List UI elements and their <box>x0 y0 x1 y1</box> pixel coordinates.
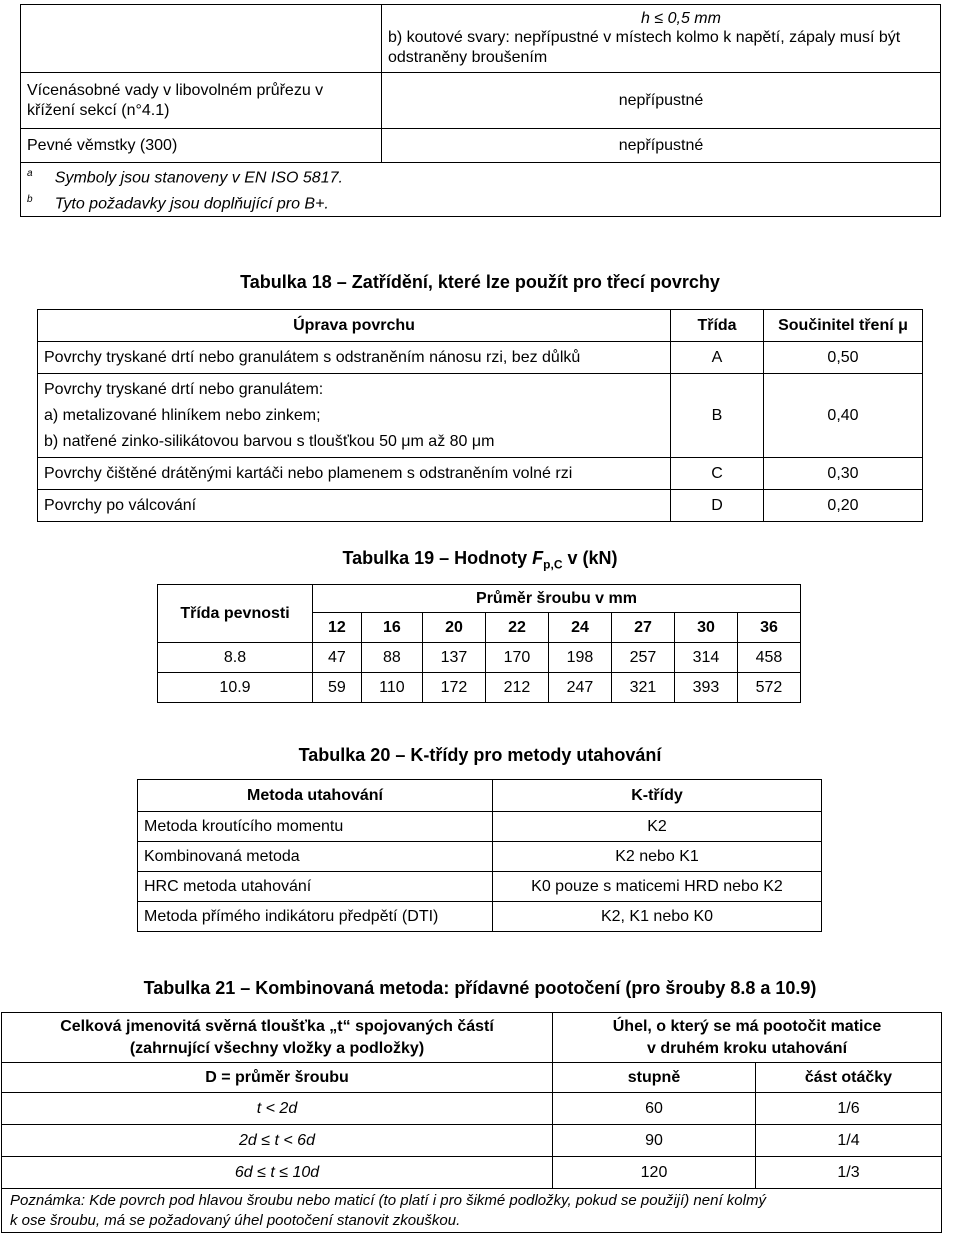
t18-row2-class: B <box>671 374 764 458</box>
t21-row: 6d ≤ t ≤ 10d 120 1/3 <box>2 1157 942 1189</box>
table-21 <box>1 1012 942 1233</box>
t19-row-8-8: 8.8 47 88 137 170 198 257 314 458 <box>158 643 801 673</box>
t20-row: Metoda kroutícího momentu K2 <box>138 812 822 842</box>
t21-note: Poznámka: Kde povrch pod hlavou šroubu nebo maticí (to platí i pro šikmé podložky, pokud se použijí) není kolmý k ose šroubu, má se požadovaný úhel pootočení stanovit zkouškou. <box>2 1189 942 1233</box>
top-row1-line2: b) koutové svary: nepřípustné v místech kolmo k napětí, zápaly musí být odstraněny broušením <box>388 28 901 66</box>
top-row2-left: Vícenásobné vady v libovolném průřezu v křížení sekcí (n°4.1) <box>21 73 382 129</box>
t21-row: 2d ≤ t < 6d 90 1/4 <box>2 1125 942 1157</box>
top-footnotes <box>21 163 941 217</box>
top-row1-line1: h ≤ 0,5 mm <box>641 9 721 27</box>
t20-row: Metoda přímého indikátoru předpětí (DTI) K2, K1 nebo K0 <box>138 902 822 932</box>
t20-row: HRC metoda utahování K0 pouze s maticemi HRD nebo K2 <box>138 872 822 902</box>
t18-row1-surface: Povrchy tryskané drtí nebo granulátem s odstraněním nánosu rzi, bez důlků <box>38 342 671 374</box>
top-row3-left: Pevné věmstky (300) <box>21 129 382 163</box>
t19-row-10-9: 10.9 59 110 172 212 247 321 393 572 <box>158 673 801 703</box>
t18-row3-class: C <box>671 458 764 490</box>
table-19 <box>157 584 801 703</box>
top-row1-right <box>382 5 941 73</box>
t18-row2-surface: Povrchy tryskané drtí nebo granulátem: a) metalizované hliníkem nebo zinkem; b) natřené zinko-silikátovou barvou s tloušťkou 50 μm až 80 μm <box>38 374 671 458</box>
t19-header-class: Třída pevnosti <box>158 585 313 643</box>
t18-row3-surface: Povrchy čištěné drátěnými kartáči nebo plamenem s odstraněním volné rzi <box>38 458 671 490</box>
table20-caption: Tabulka 20 – K-třídy pro metody utahování <box>298 745 662 765</box>
t21-header-thickness: Celková jmenovitá svěrná tloušťka „t“ spojovaných částí (zahrnující všechny vložky a podložky) <box>2 1013 553 1063</box>
t19-diameters-row: 12 16 20 22 24 27 30 36 <box>158 613 801 643</box>
top-row1-left <box>21 5 382 73</box>
t18-row4-class: D <box>671 490 764 522</box>
t18-row4-mu: 0,20 <box>764 490 923 522</box>
top-row2-right: nepřípustné <box>382 73 941 129</box>
footnote-b: $^b$ Tyto požadavky jsou doplňující pro B+. <box>27 194 329 213</box>
table19-caption: Tabulka 19 – Hodnoty $F_{p,C}$ v (kN) <box>342 548 618 572</box>
t20-row: Kombinovaná metoda K2 nebo K1 <box>138 842 822 872</box>
table18-caption: Tabulka 18 – Zatřídění, které lze použít pro třecí povrchy <box>240 272 720 292</box>
t20-header-method: Metoda utahování <box>138 780 493 812</box>
t21-sub-turn: část otáčky <box>756 1063 942 1093</box>
t21-sub-degrees: stupně <box>553 1063 756 1093</box>
t20-header-kclass: K-třídy <box>493 780 822 812</box>
t18-row2-mu: 0,40 <box>764 374 923 458</box>
t18-row1-class: A <box>671 342 764 374</box>
t18-header-class: Třída <box>671 310 764 342</box>
t18-row3-mu: 0,30 <box>764 458 923 490</box>
table-18 <box>37 309 923 522</box>
t18-header-mu: Součinitel tření μ <box>764 310 923 342</box>
footnote-a: $^a$ Symboly jsou stanoveny v EN ISO 5817. <box>27 168 343 187</box>
t21-row: t < 2d 60 1/6 <box>2 1093 942 1125</box>
t21-header-angle: Úhel, o který se má pootočit matice v druhém kroku utahování <box>553 1013 942 1063</box>
t19-header-diameter: Průměr šroubu v mm <box>313 585 801 613</box>
t21-sub-diameter: D = průměr šroubu <box>2 1063 553 1093</box>
t18-row4-surface: Povrchy po válcování <box>38 490 671 522</box>
top-row3-right: nepřípustné <box>382 129 941 163</box>
top-table <box>20 4 941 217</box>
t18-row1-mu: 0,50 <box>764 342 923 374</box>
table21-caption: Tabulka 21 – Kombinovaná metoda: přídavné pootočení (pro šrouby 8.8 a 10.9) <box>143 978 817 998</box>
table-20 <box>137 779 822 932</box>
t18-header-surface: Úprava povrchu <box>38 310 671 342</box>
